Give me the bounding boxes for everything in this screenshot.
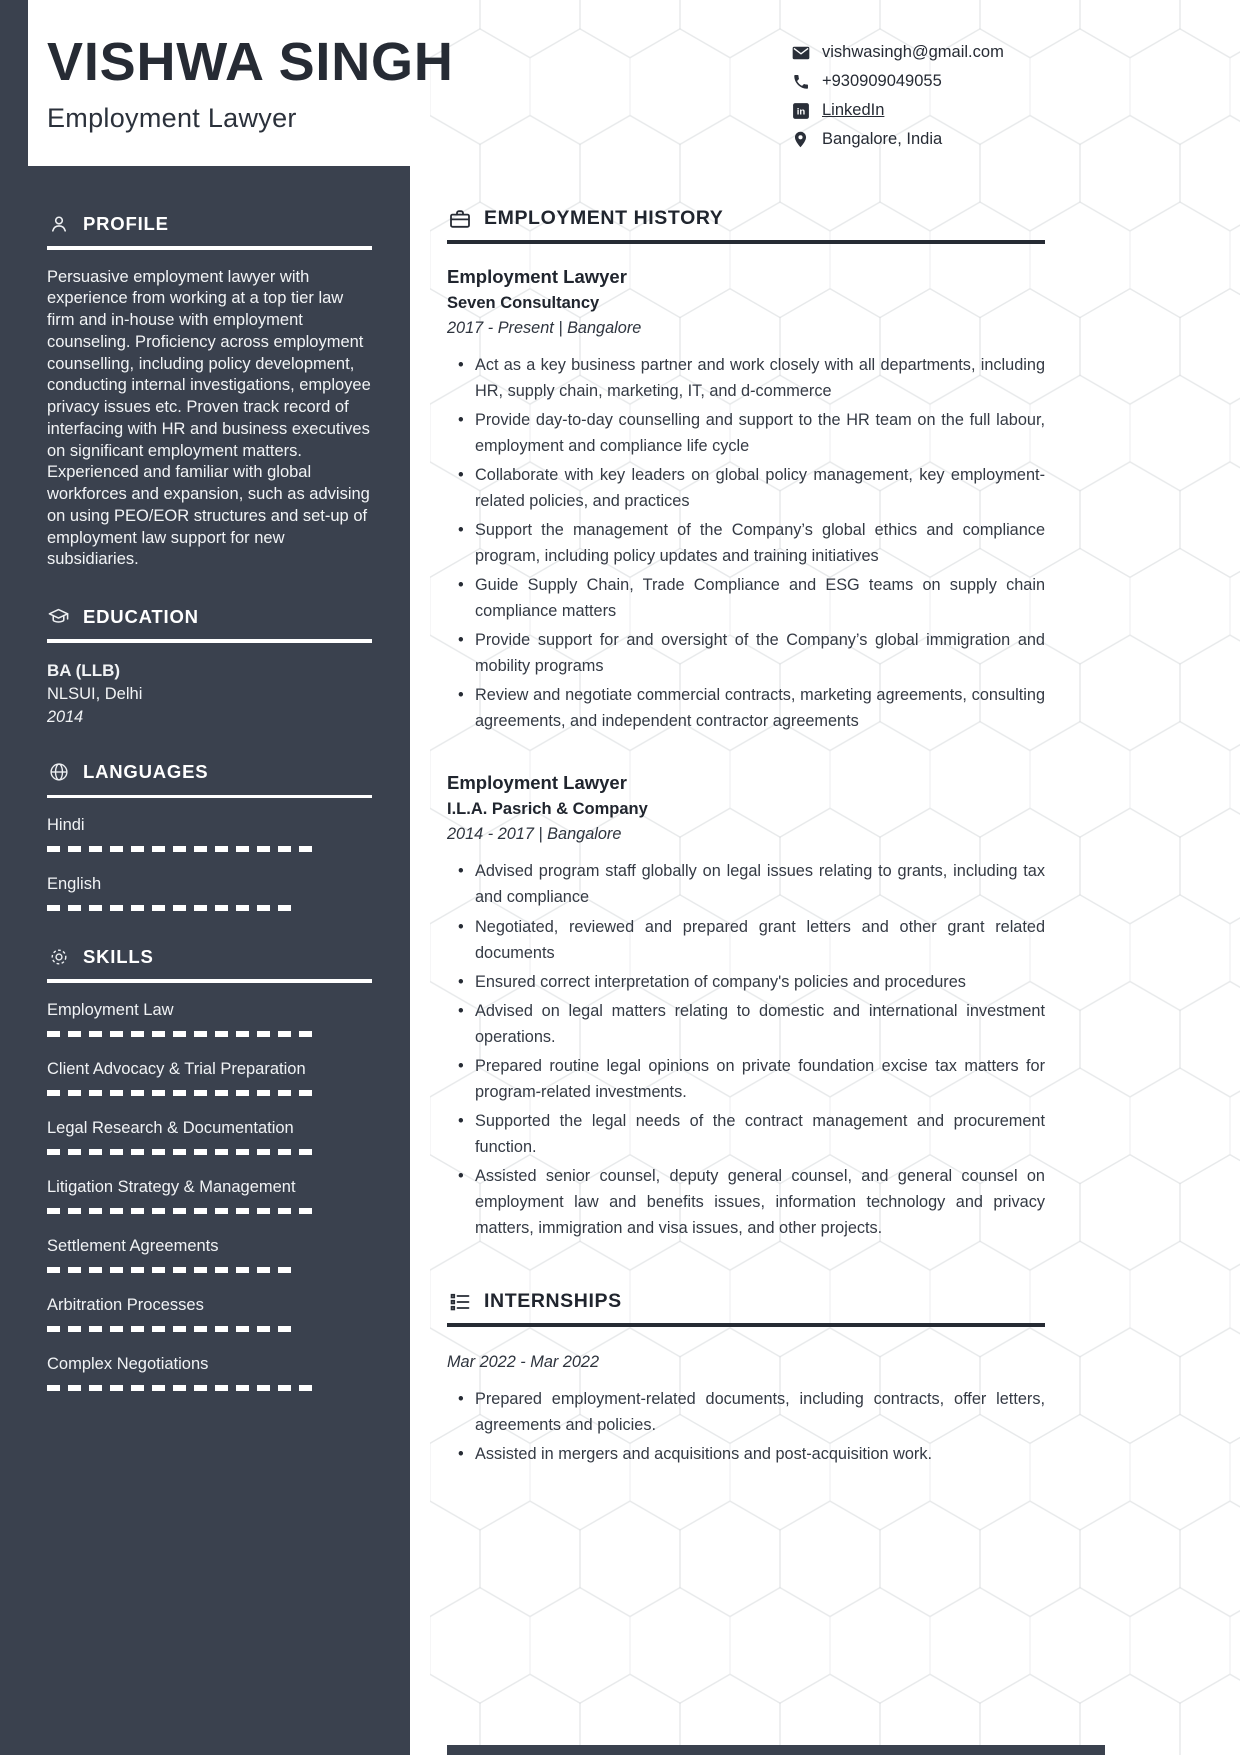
job-bullet: • Supported the legal needs of the contract management and procurement function. (475, 1108, 1045, 1160)
location-pin-icon (790, 129, 811, 150)
skill-item (47, 1060, 372, 1096)
list-icon (447, 1289, 472, 1314)
languages-section-title: LANGUAGES (83, 761, 209, 783)
job-bullet-list (447, 858, 1045, 1241)
education-section-title: EDUCATION (83, 605, 199, 627)
email-icon (790, 42, 811, 63)
section-divider (47, 795, 372, 799)
job-bullet: • Review and negotiate commercial contracts, marketing agreements, consulting agreements, and independent contractor agreements (475, 682, 1045, 734)
candidate-title: Employment Lawyer (47, 102, 297, 133)
contact-phone (790, 71, 1004, 92)
language-item (47, 816, 372, 852)
languages-section (47, 761, 372, 912)
education-degree: BA (LLB) (47, 660, 121, 680)
skill-level-bar (47, 1090, 372, 1096)
job-bullet: • Provide day-to-day counselling and support to the HR team on the full labour, employment and compliance life cycle (475, 407, 1045, 459)
job-bullet: • Support the management of the Company’s global ethics and compliance program, including policy updates and training initiatives (475, 517, 1045, 569)
location-text: Bangalore, India (822, 130, 943, 148)
job-company: Seven Consultancy (447, 293, 600, 312)
skill-name: Arbitration Processes (47, 1295, 204, 1314)
job-dates-location: 2014 - 2017 | Bangalore (447, 825, 622, 844)
globe-icon (47, 761, 70, 784)
skill-name: Litigation Strategy & Management (47, 1177, 296, 1196)
job-bullet: • Act as a key business partner and work closely with all departments, including HR, supply chain, marketing, IT, and d-commerce (475, 352, 1045, 404)
job-entry (447, 266, 1045, 735)
contact-location (790, 129, 1004, 150)
job-bullet: • Negotiated, reviewed and prepared grant letters and other grant related documents (475, 914, 1045, 966)
contact-linkedin[interactable] (790, 100, 1004, 121)
skill-name: Legal Research & Documentation (47, 1118, 294, 1137)
skill-item (47, 1355, 372, 1391)
job-bullet: • Ensured correct interpretation of company's policies and procedures (475, 969, 1045, 995)
section-divider (447, 1323, 1045, 1327)
internship-dates: Mar 2022 - Mar 2022 (447, 1352, 600, 1371)
skill-name: Settlement Agreements (47, 1236, 219, 1255)
section-divider (47, 979, 372, 983)
skills-section-title: SKILLS (83, 945, 154, 967)
job-bullet: • Advised on legal matters relating to domestic and international investment operations. (475, 998, 1045, 1050)
language-level-bar (47, 905, 372, 911)
candidate-name: VISHWA SINGH (47, 32, 454, 92)
section-divider (447, 240, 1045, 244)
job-role: Employment Lawyer (447, 772, 627, 794)
phone-icon (790, 71, 811, 92)
skill-item (47, 1119, 372, 1155)
svg-text:in: in (796, 106, 805, 117)
profile-person-icon (47, 212, 70, 235)
contact-block (790, 42, 1004, 158)
skills-section (47, 945, 372, 1391)
skill-name: Client Advocacy & Trial Preparation (47, 1059, 306, 1078)
skill-item (47, 1178, 372, 1214)
job-dates-location: 2017 - Present | Bangalore (447, 318, 642, 337)
internships-title: INTERNSHIPS (484, 1290, 622, 1313)
skill-level-bar (47, 1385, 372, 1391)
internships-section (447, 1289, 1045, 1467)
sidebar (0, 166, 410, 1755)
language-list (47, 816, 372, 911)
skills-gear-icon (47, 945, 70, 968)
employment-history-title: EMPLOYMENT HISTORY (484, 207, 724, 229)
linkedin-icon (790, 100, 811, 121)
job-role: Employment Lawyer (447, 265, 627, 287)
language-item (47, 875, 372, 911)
linkedin-link[interactable]: LinkedIn (822, 101, 885, 119)
contact-email (790, 42, 1004, 63)
job-company: I.L.A. Pasrich & Company (447, 800, 648, 819)
internship-bullet: • Assisted in mergers and acquisitions and post-acquisition work. (475, 1441, 1045, 1467)
skill-item (47, 1296, 372, 1332)
job-list (447, 266, 1045, 1242)
profile-text: Persuasive employment lawyer with experience from working at a top tier law firm and in-house with employment counseling. Proficiency across employment counselling, including policy development, conducting internal investigations, employee privacy issues etc. Proven track record of interfacing with HR and business executives on significant employment matters. Experienced and familiar with global workforces and expansion, such as advising on using PEO/EOR structures and set-up of employment law support for new subsidiaries. (47, 267, 371, 569)
profile-section (47, 212, 372, 571)
language-name: Hindi (47, 816, 85, 835)
employment-history-section (447, 206, 1045, 1241)
main-content (447, 166, 1045, 1470)
skill-name: Employment Law (47, 1000, 174, 1019)
job-bullet: • Collaborate with key leaders on global policy management, key employment-related policies, and practices (475, 462, 1045, 514)
job-bullet: • Provide support for and oversight of the Company’s global immigration and mobility programs (475, 627, 1045, 679)
job-bullet-list (447, 352, 1045, 735)
job-bullet: • Advised program staff globally on legal issues relating to grants, including tax and compliance (475, 858, 1045, 910)
section-divider (47, 639, 372, 643)
internship-bullet-list (447, 1386, 1045, 1467)
profile-section-title: PROFILE (83, 212, 169, 234)
job-entry (447, 772, 1045, 1241)
job-bullet: • Assisted senior counsel, deputy general counsel, and general counsel on employment law and benefits issues, information technology and privacy matters, immigration and visa issues, and other projects. (475, 1163, 1045, 1241)
skill-level-bar (47, 1031, 372, 1037)
language-level-bar (47, 846, 372, 852)
briefcase-icon (447, 206, 472, 231)
top-left-accent-bar (0, 0, 28, 166)
skill-level-bar (47, 1326, 372, 1332)
skill-item (47, 1001, 372, 1037)
internship-bullet: • Prepared employment-related documents, including contracts, offer letters, agreements and policies. (475, 1386, 1045, 1438)
skill-list (47, 1001, 372, 1391)
skill-name: Complex Negotiations (47, 1354, 209, 1373)
job-bullet: • Prepared routine legal opinions on private foundation excise tax matters for program-related investments. (475, 1053, 1045, 1105)
bottom-accent-bar (447, 1745, 1105, 1755)
job-bullet: • Guide Supply Chain, Trade Compliance and ESG teams on supply chain compliance matters (475, 572, 1045, 624)
section-divider (47, 246, 372, 250)
phone-text: +930909049055 (822, 72, 942, 90)
skill-item (47, 1237, 372, 1273)
education-school: NLSUI, Delhi (47, 684, 143, 703)
language-name: English (47, 875, 102, 894)
education-year: 2014 (47, 707, 84, 726)
education-section (47, 605, 372, 727)
skill-level-bar (47, 1267, 372, 1273)
skill-level-bar (47, 1149, 372, 1155)
skill-level-bar (47, 1208, 372, 1214)
email-text: vishwasingh@gmail.com (822, 43, 1004, 61)
header (28, 0, 1240, 166)
graduation-cap-icon (47, 605, 70, 628)
